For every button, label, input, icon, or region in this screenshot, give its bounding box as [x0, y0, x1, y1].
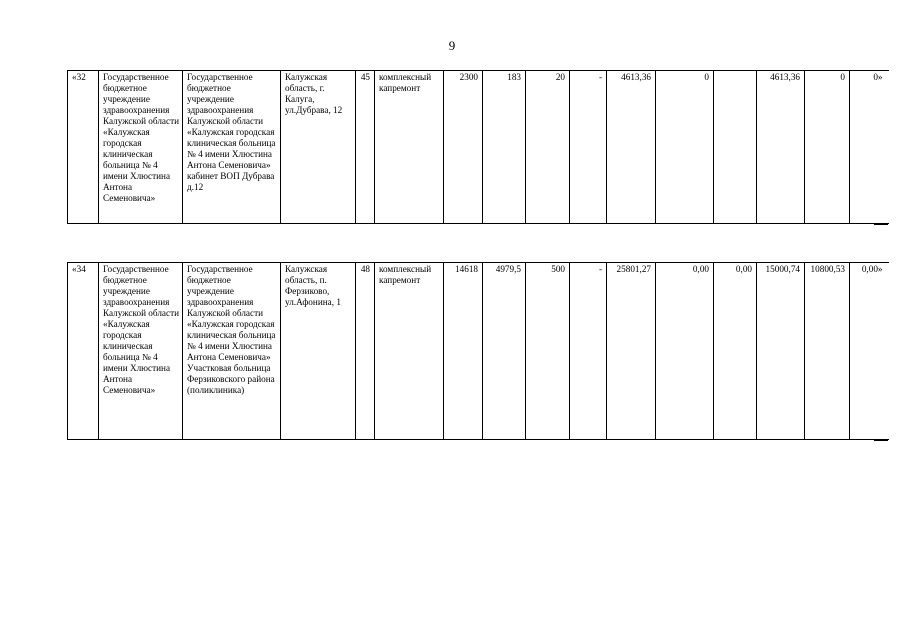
facility-cell: Государственное бюджетное учреждение здравоохранения Калужской области «Калужская городская клиническая больница № 4 имени Хлюстина Антона Семеновича» кабинет ВОП Дубрава д.12 — [183, 71, 281, 224]
value-cell-8: 4613,36 — [757, 71, 805, 224]
record-table-34 — [67, 262, 889, 440]
value-cell-7: 0,00 — [714, 263, 757, 440]
value-cell-6: 0,00 — [656, 263, 714, 440]
owner-cell: Государственное бюджетное учреждение здравоохранения Калужской области «Калужская городская клиническая больница № 4 имени Хлюстина Антона Семеновича» — [99, 71, 183, 224]
value-cell-5: 4613,36 — [607, 71, 656, 224]
value-cell-7 — [714, 71, 757, 224]
value-cell-3: 500 — [526, 263, 570, 440]
code-cell: 48 — [356, 263, 375, 440]
table-underline — [874, 224, 888, 225]
value-cell-5: 25801,27 — [607, 263, 656, 440]
table-underline — [874, 440, 888, 441]
row-index: «32 — [68, 71, 99, 224]
value-cell-6: 0 — [656, 71, 714, 224]
table-row — [68, 263, 889, 440]
code-cell: 45 — [356, 71, 375, 224]
value-cell-1: 14618 — [444, 263, 483, 440]
work-type-cell: комплексный капремонт — [375, 263, 444, 440]
value-cell-9: 0 — [805, 71, 850, 224]
value-cell-8: 15000,74 — [757, 263, 805, 440]
record-table-32 — [67, 70, 889, 224]
row-index: «34 — [68, 263, 99, 440]
page-number: 9 — [448, 38, 456, 53]
work-type-cell: комплексный капремонт — [375, 71, 444, 224]
value-cell-4: - — [570, 71, 607, 224]
address-cell: Калужская область, г. Калуга, ул.Дубрава, 12 — [281, 71, 356, 224]
value-cell-2: 4979,5 — [483, 263, 526, 440]
facility-cell: Государственное бюджетное учреждение здравоохранения Калужской области «Калужская городская клиническая больница № 4 имени Хлюстина Антона Семеновича» Участковая больница Ферзиковского района (поликлиника) — [183, 263, 281, 440]
value-cell-9: 10800,53 — [805, 263, 850, 440]
owner-cell: Государственное бюджетное учреждение здравоохранения Калужской области «Калужская городская клиническая больница № 4 имени Хлюстина Антона Семеновича» — [99, 263, 183, 440]
value-cell-1: 2300 — [444, 71, 483, 224]
table-row — [68, 71, 889, 224]
value-cell-10: 0» — [850, 71, 889, 224]
value-cell-2: 183 — [483, 71, 526, 224]
value-cell-4: - — [570, 263, 607, 440]
value-cell-10: 0,00» — [850, 263, 889, 440]
value-cell-3: 20 — [526, 71, 570, 224]
address-cell: Калужская область, п. Ферзиково, ул.Афонина, 1 — [281, 263, 356, 440]
